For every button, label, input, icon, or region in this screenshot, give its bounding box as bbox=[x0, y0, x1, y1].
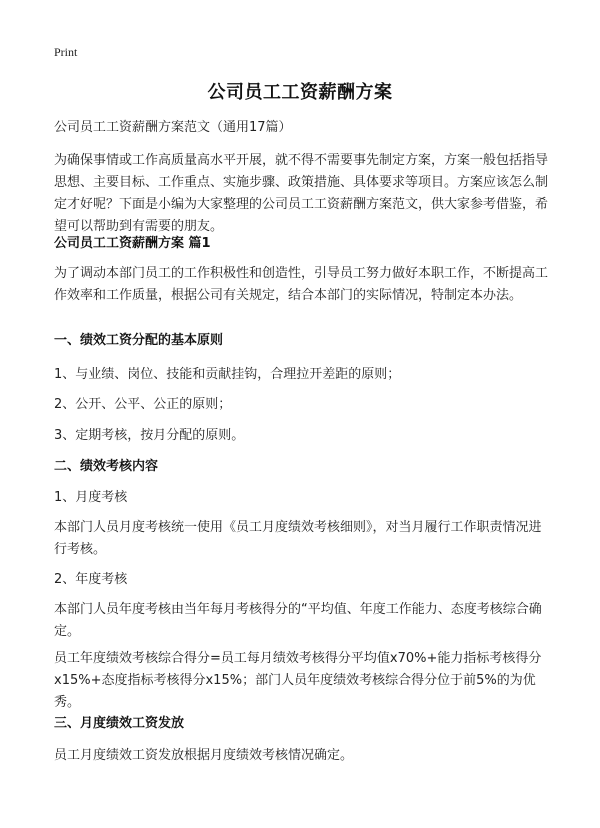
subtitle: 公司员工工资薪酬方案范文（通用17篇） bbox=[54, 120, 292, 135]
principle-item-3: 3、定期考核，按月分配的原则。 bbox=[54, 428, 245, 443]
principle-item-2: 2、公开、公平、公正的原则； bbox=[54, 397, 232, 412]
annual-score-formula-paragraph: 员工年度绩效考核综合得分=员工每月绩效考核得分平均值x70%+能力指标考核得分x15%+态度指标考核得分x15%；部门人员年度绩效考核综合得分位于前5%的为优秀。 bbox=[54, 651, 542, 710]
heading-assessment: 二、绩效考核内容 bbox=[54, 459, 159, 474]
annual-assessment-label: 2、年度考核 bbox=[54, 572, 128, 587]
page-title: 公司员工工资薪酬方案 bbox=[207, 82, 393, 103]
heading-principles: 一、绩效工资分配的基本原则 bbox=[54, 333, 224, 348]
monthly-assessment-label: 1、月度考核 bbox=[54, 490, 128, 505]
principle-item-1: 1、与业绩、岗位、技能和贡献挂钩，合理拉开差距的原则； bbox=[54, 367, 401, 382]
monthly-assessment-paragraph: 本部门人员月度考核统一使用《员工月度绩效考核细则》，对当月履行工作职责情况进行考核。 bbox=[54, 520, 542, 557]
monthly-pay-paragraph: 员工月度绩效工资发放根据月度绩效考核情况确定。 bbox=[54, 748, 354, 763]
heading-monthly-pay: 三、月度绩效工资发放 bbox=[54, 716, 185, 731]
section-heading: 公司员工工资薪酬方案 篇1 bbox=[54, 236, 211, 251]
annual-assessment-paragraph: 本部门人员年度考核由当年每月考核得分的“平均值、年度工作能力、态度考核综合确定。 bbox=[54, 602, 542, 639]
intro-paragraph: 为确保事情或工作高质量高水平开展，就不得不需要事先制定方案，方案一般包括指导思想、主要目标、工作重点、实施步骤、政策措施、具体要求等项目。方案应该怎么制定才好呢？下面是小编为大家整理的公司员工工资薪酬方案范文，供大家参考借鉴，希望可以帮助到有需要的朋友。 bbox=[54, 153, 549, 234]
section-intro-paragraph: 为了调动本部门员工的工作积极性和创造性，引导员工努力做好本职工作，不断提高工作效率和工作质量，根据公司有关规定，结合本部门的实际情况，特制定本办法。 bbox=[54, 266, 549, 303]
print-link[interactable]: Print bbox=[54, 45, 78, 59]
